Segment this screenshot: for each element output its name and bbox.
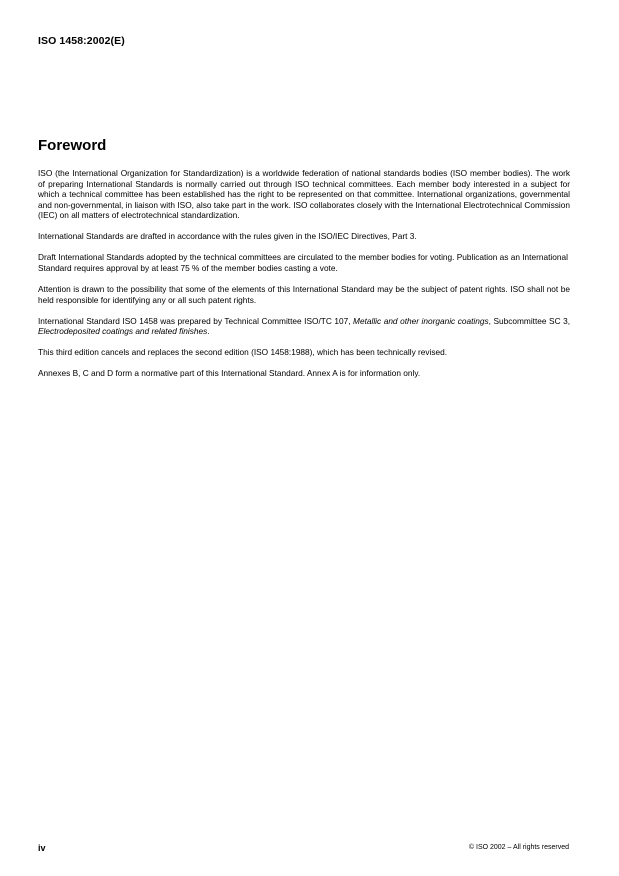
- preparation-text-1: International Standard ISO 1458 was prepared by Technical Committee ISO/TC 107,: [38, 315, 354, 326]
- page-title: Foreword: [38, 137, 107, 154]
- paragraph-preparation: [38, 316, 570, 337]
- paragraph-voting: Draft International Standards adopted by the technical committees are circulated to the member bodies for voting. Publication as an International Standard requires approval by at least 75 % of the member bodies casting a vote.: [38, 252, 568, 273]
- preparation-text-2: , Subcommittee SC 3,: [488, 315, 571, 326]
- committee-title: Metallic and other inorganic coatings: [353, 315, 489, 326]
- copyright-notice: © ISO 2002 – All rights reserved: [468, 844, 569, 851]
- paragraph-annexes: Annexes B, C and D form a normative part of this International Standard. Annex A is for information only.: [38, 368, 421, 379]
- paragraph-drafting-rules: International Standards are drafted in accordance with the rules given in the ISO/IEC Directives, Part 3.: [38, 231, 417, 242]
- paragraph-edition: This third edition cancels and replaces the second edition (ISO 1458:1988), which has been technically revised.: [38, 347, 448, 358]
- subcommittee-title: Electrodeposited coatings and related finishes: [38, 326, 208, 337]
- paragraph-patent-rights: Attention is drawn to the possibility that some of the elements of this International Standard may be the subject of patent rights. ISO shall not be held responsible for identifying any or all such patent rights.: [38, 283, 570, 305]
- document-id: ISO 1458:2002(E): [38, 35, 125, 47]
- preparation-text-3: .: [207, 326, 210, 337]
- page-number: iv: [38, 843, 46, 853]
- paragraph-iso-intro: ISO (the International Organization for Standardization) is a worldwide federation of national standards bodies (ISO member bodies). The work of preparing International Standards is normally carried out through ISO technical committees. Each member body interested in a subject for which a technical committee has been established has the right to be represented on that committee. International organizations, governmental and non-governmental, in liaison with ISO, also take part in the work. ISO collaborates closely with the International Electrotechnical Commission (IEC) on all matters of electrotechnical standardization.: [38, 168, 570, 221]
- foreword-body: [38, 168, 570, 389]
